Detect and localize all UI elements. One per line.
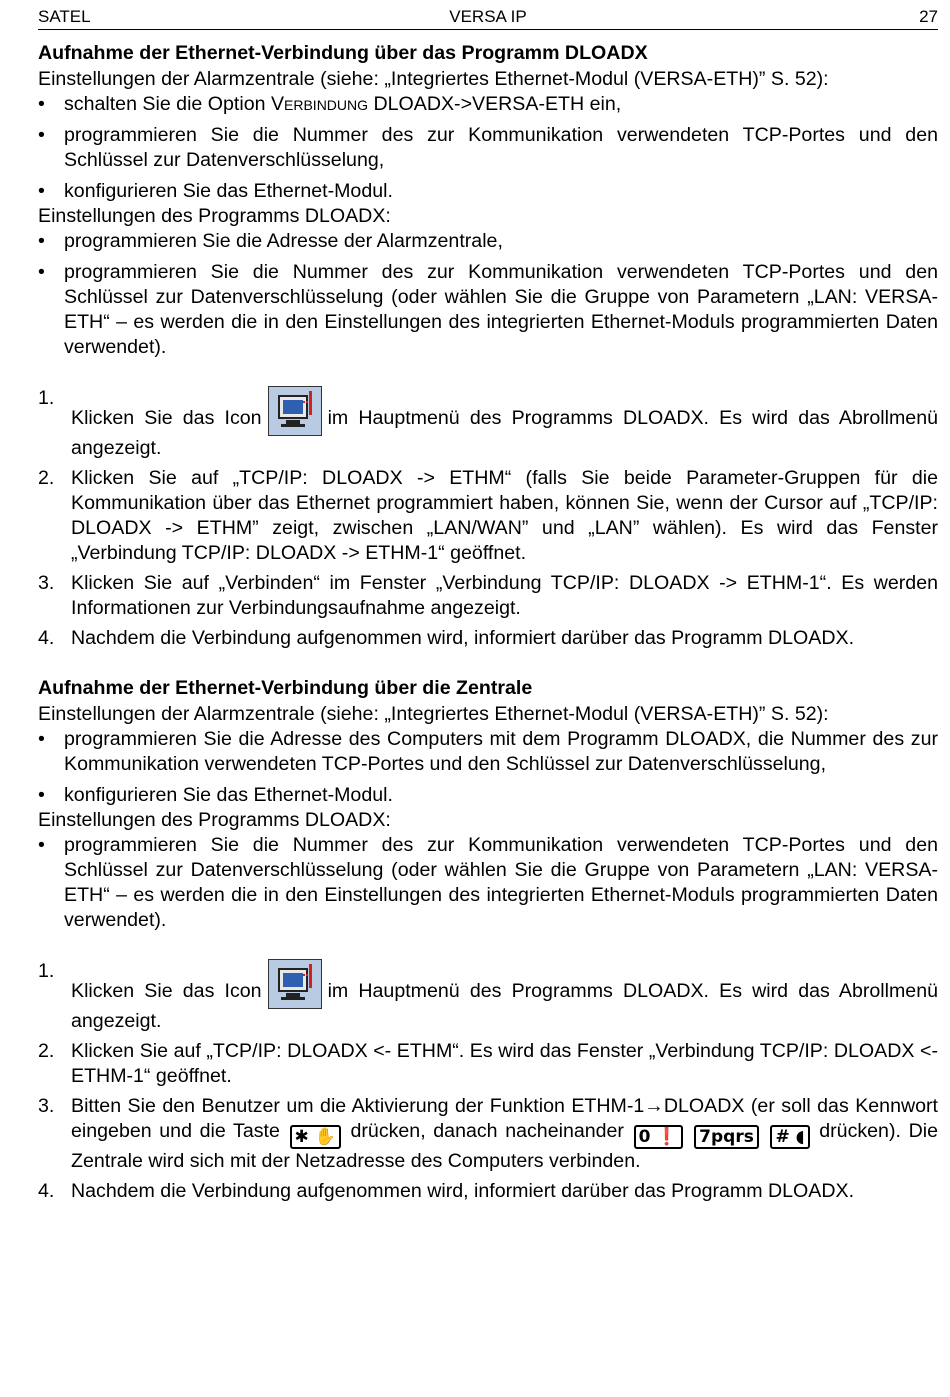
dloadx-connect-icon	[268, 386, 322, 436]
arrow-right-icon: →	[644, 1095, 664, 1117]
step-text: Nachdem die Verbindung aufgenommen wird, informiert darüber das Programm DLOADX.	[71, 1180, 855, 1202]
step-item	[38, 1094, 938, 1174]
step-number: 2.	[38, 1040, 55, 1062]
step-text: Klicken Sie auf „TCP/IP: DLOADX -> ETHM“ (falls Sie beide Parameter-Gruppen für die Kommunikation über das Ethernet programmiert haben, können Sie, wenn der Cursor auf „TCP/IP: DLOADX -> ETHM” zeigt, zwischen „LAN/WAN” und „LAN” wählen). Es wird das Fenster „Verbindung TCP/IP: DLOADX -> ETHM-1“ geöffnet.	[71, 467, 938, 564]
step-number: 2.	[38, 467, 55, 489]
page-content	[38, 40, 938, 1209]
step-text: im Hauptmenü des Programms DLOADX. Es wird das Abrollmenü angezeigt.	[71, 407, 938, 459]
dloadx-connect-icon	[268, 959, 322, 1009]
step-item	[38, 571, 938, 621]
step-item	[38, 626, 938, 651]
section2-title: Aufnahme der Ethernet-Verbindung über die Zentrale	[38, 677, 533, 699]
step-item	[38, 959, 938, 1034]
header-page-number: 27	[919, 7, 938, 26]
step-item	[38, 1039, 938, 1089]
bullet-item: • programmieren Sie die Nummer des zur Kommunikation verwendeten TCP-Portes und den Schlüssel zur Datenverschlüsselung (oder wählen Sie die Gruppe von Parametern „LAN: VERSA-ETH“ – es werden die in den Einstellungen des integrierten Ethernet-Moduls programmierten Daten verwendet).	[38, 833, 938, 933]
section2-panel-bullets	[38, 727, 938, 808]
section2-program-intro: Einstellungen des Programms DLOADX:	[38, 809, 391, 831]
bullet-item: • programmieren Sie die Nummer des zur Kommunikation verwendeten TCP-Portes und den Schlüssel zur Datenverschlüsselung (oder wählen Sie die Gruppe von Parametern „LAN: VERSA-ETH“ – es werden die in den Einstellungen des integrierten Ethernet-Moduls programmierten Daten verwendet).	[38, 260, 938, 360]
step-number: 3.	[38, 572, 55, 594]
step-number: 4.	[38, 1180, 55, 1202]
section2-panel-intro: Einstellungen der Alarmzentrale (siehe: „Integriertes Ethernet-Modul (VERSA-ETH)” S. 52):	[38, 703, 829, 725]
section1-title: Aufnahme der Ethernet-Verbindung über das Programm DLOADX	[38, 42, 648, 64]
option-name: Verbindung	[270, 93, 369, 115]
bullet-item: • programmieren Sie die Adresse des Computers mit dem Programm DLOADX, die Nummer des zur Kommunikation verwendeten TCP-Portes und den Schlüssel zur Datenverschlüsselung,	[38, 727, 938, 777]
key-hash-icon: # ◖	[770, 1125, 809, 1149]
step-text: DLOADX (er soll das Kennwort eingeben und die Taste	[71, 1095, 938, 1142]
header-brand: SATEL	[38, 7, 91, 26]
section1-program-intro: Einstellungen des Programms DLOADX:	[38, 205, 391, 227]
step-number: 1.	[38, 960, 55, 982]
step-item	[38, 386, 938, 461]
section1-panel-bullets	[38, 92, 938, 204]
step-number: 4.	[38, 627, 55, 649]
step-number: 1.	[38, 387, 55, 409]
step-text: Nachdem die Verbindung aufgenommen wird, informiert darüber das Programm DLOADX.	[71, 627, 855, 649]
step-text: drücken). Die Zentrale wird sich mit der Netzadresse des Computers verbinden.	[71, 1120, 938, 1172]
bullet-text: schalten Sie die Option	[64, 93, 271, 115]
key-star-icon: ✱ ✋	[290, 1125, 341, 1149]
step-item	[38, 1179, 938, 1204]
section1-program-bullets	[38, 229, 938, 360]
step-text: Klicken Sie auf „TCP/IP: DLOADX <- ETHM“. Es wird das Fenster „Verbindung TCP/IP: DLOADX <- ETHM-1“ geöffnet.	[71, 1040, 938, 1087]
bullet-item: • programmieren Sie die Nummer des zur Kommunikation verwendeten TCP-Portes und den Schlüssel zur Datenverschlüsselung,	[38, 123, 938, 173]
step-text: Bitten Sie den Benutzer um die Aktivierung der Funktion ETHM-1	[71, 1095, 645, 1117]
step-number: 3.	[38, 1095, 55, 1117]
section1-panel-intro: Einstellungen der Alarmzentrale (siehe: „Integriertes Ethernet-Modul (VERSA-ETH)” S. 52):	[38, 68, 829, 90]
bullet-text: DLOADX->VERSA-ETH ein,	[368, 93, 622, 115]
key-0-icon: 0 ❗	[634, 1125, 683, 1149]
step-text: drücken, danach nacheinander	[350, 1120, 624, 1142]
section1-steps	[38, 386, 938, 651]
step-text: im Hauptmenü des Programms DLOADX. Es wird das Abrollmenü angezeigt.	[71, 980, 938, 1032]
bullet-item: • konfigurieren Sie das Ethernet-Modul.	[38, 783, 938, 808]
section2-steps	[38, 959, 938, 1204]
section2-program-bullets	[38, 833, 938, 933]
bullet-item	[38, 92, 938, 117]
header-product: VERSA IP	[449, 7, 527, 26]
page-header	[38, 5, 938, 30]
key-7-icon: 7pqrs	[694, 1125, 759, 1149]
step-text: Klicken Sie auf „Verbinden“ im Fenster „Verbindung TCP/IP: DLOADX -> ETHM-1“. Es werden Informationen zur Verbindungsaufnahme angezeigt.	[71, 572, 938, 619]
bullet-item: • konfigurieren Sie das Ethernet-Modul.	[38, 179, 938, 204]
step-item	[38, 466, 938, 566]
step-text: Klicken Sie das Icon	[71, 980, 262, 1002]
bullet-item: • programmieren Sie die Adresse der Alarmzentrale,	[38, 229, 938, 254]
step-text: Klicken Sie das Icon	[71, 407, 262, 429]
